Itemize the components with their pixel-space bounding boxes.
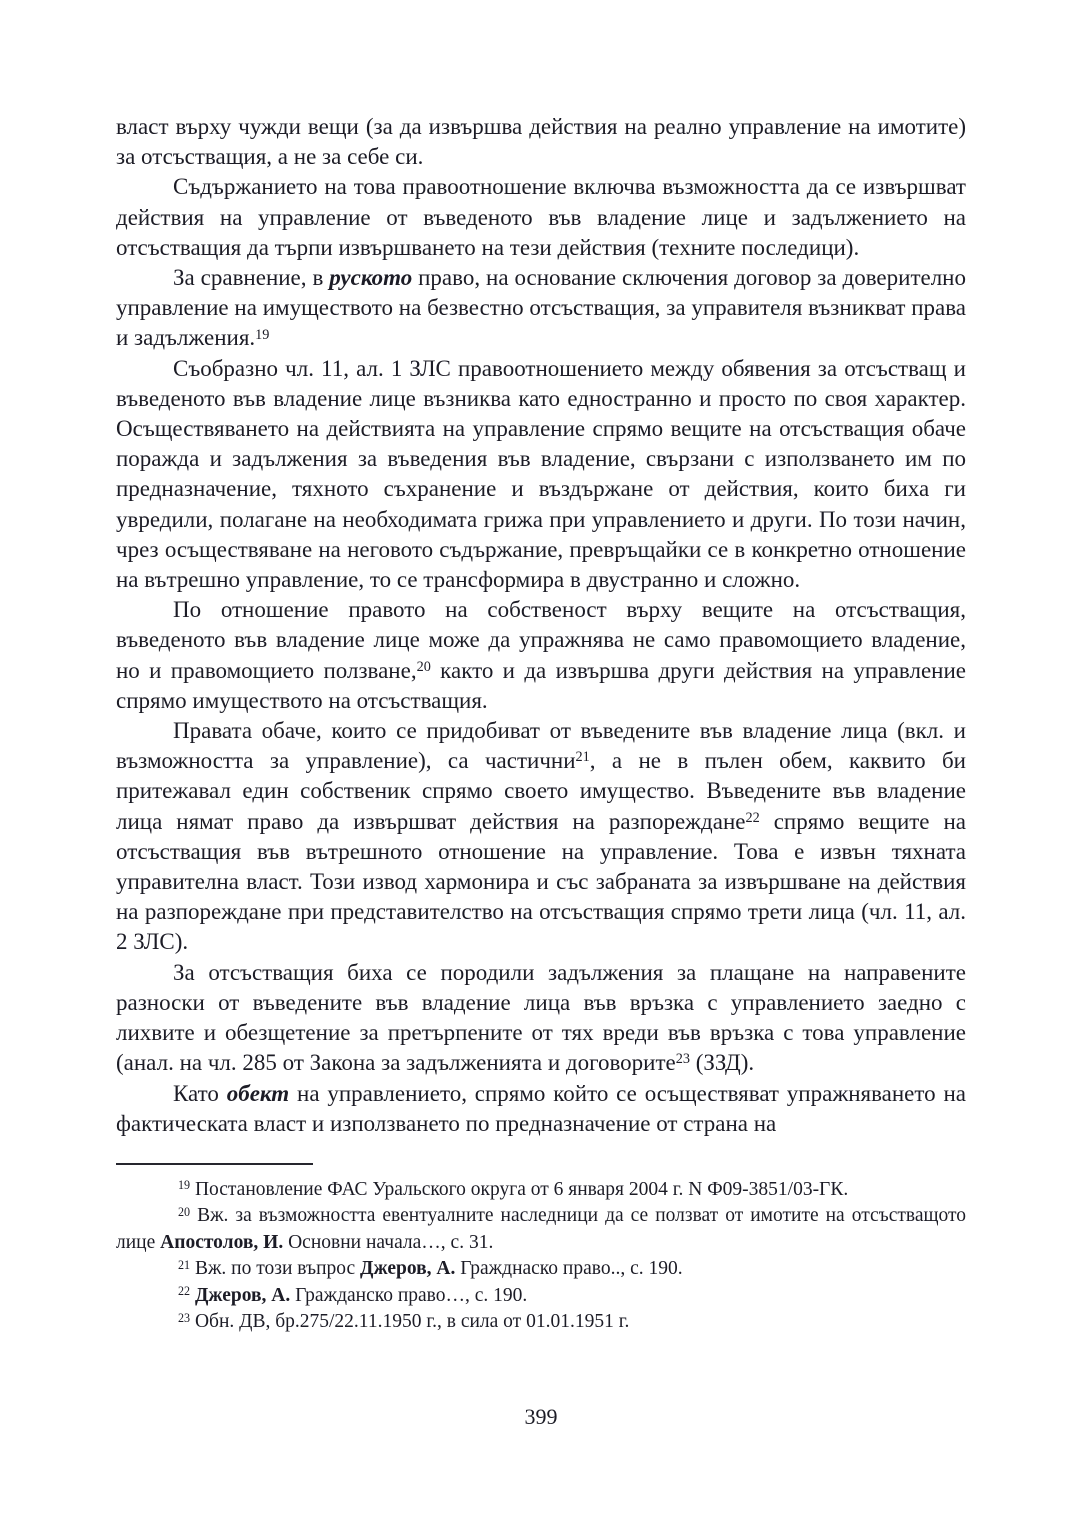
footnote-superscript-marker: 19 bbox=[178, 1178, 191, 1193]
paragraph bbox=[116, 263, 966, 354]
footnote bbox=[116, 1203, 966, 1256]
footnote-separator bbox=[116, 1163, 313, 1165]
paragraph-superscript-marker: 22 bbox=[745, 809, 760, 826]
page-content bbox=[116, 112, 966, 1336]
paragraph-text-run: както и да извършва други действия на управление спрямо имуществото на отсъстващия. bbox=[116, 657, 966, 713]
paragraph-text-run: спрямо вещите на отсъстващия във вътрешното отношение на управление. Това е извън тяхната управителна власт. Този извод хармонира и със забраната за извършване на действия на разпореждане при представителство на отсъстващия спрямо трети лица (чл. 11, ал. 2 ЗЛС). bbox=[116, 808, 966, 955]
paragraph-text-run: Съдържанието на това правоотношение включва възможността да се извършват действия на управление от въведеното във владение лице и задължението на отсъстващия да търпи извършването на тези действия (техните последици). bbox=[116, 174, 966, 260]
footnotes bbox=[116, 1177, 966, 1336]
paragraph bbox=[116, 595, 966, 716]
footnote bbox=[116, 1309, 966, 1336]
paragraph bbox=[116, 1079, 966, 1139]
paragraph bbox=[116, 354, 966, 596]
footnote-text-run: Вж. за възможността евентуалните наследници да се ползват от имотите на отсъстващото лице bbox=[116, 1205, 966, 1253]
footnote-text-run: Обн. ДВ, бр.275/22.11.1950 г., в сила от 01.01.1951 г. bbox=[190, 1311, 630, 1333]
paragraph-text-run: , а не в пълен обем, каквито би притежавал един собственик спрямо своето имущество. Въведените във владение лица нямат право да извършват действия на разпореждане bbox=[116, 748, 966, 834]
paragraph bbox=[116, 172, 966, 263]
page-number: 399 bbox=[524, 1404, 558, 1429]
footnote bbox=[116, 1177, 966, 1204]
footnote-text-run: Гражданско право…, с. 190. bbox=[290, 1284, 528, 1306]
paragraph-superscript-marker: 21 bbox=[575, 749, 590, 766]
paragraph-superscript-marker: 20 bbox=[416, 658, 431, 675]
body-paragraphs bbox=[116, 112, 966, 1139]
paragraph bbox=[116, 112, 966, 172]
paragraph-superscript-marker: 19 bbox=[255, 326, 270, 343]
paragraph bbox=[116, 958, 966, 1079]
paragraph-superscript-marker: 23 bbox=[675, 1051, 690, 1068]
footnote-superscript-marker: 22 bbox=[178, 1284, 191, 1299]
footnote-bold-run: Джеров, А. bbox=[194, 1284, 291, 1306]
footnote-superscript-marker: 21 bbox=[178, 1257, 191, 1272]
paragraph-bolditalic-run: руското bbox=[329, 265, 413, 291]
paragraph-text-run: право, на основание сключения договор за доверително управление на имуществото на безвестно отсъстващия, за управителя възникват права и задължения. bbox=[116, 265, 966, 351]
paragraph-text-run: власт върху чужди вещи (за да извършва действия на реално управление на имотите) за отсъстващия, а не за себе си. bbox=[116, 114, 966, 170]
footnote-text-run: Постановление ФАС Уральского округа от 6 января 2004 г. N Ф09-3851/03-ГК. bbox=[190, 1178, 849, 1200]
paragraph-bolditalic-run: обект bbox=[226, 1080, 290, 1106]
footnote-superscript-marker: 20 bbox=[178, 1204, 191, 1219]
footnote-superscript-marker: 23 bbox=[178, 1310, 191, 1325]
paragraph-text-run: (ЗЗД). bbox=[689, 1050, 755, 1076]
paragraph-text-run: По отношение правото на собственост върху вещите на отсъстващия, въведеното във владение лице може да упражнява не само правомощието владение, но и правомощието ползване, bbox=[116, 597, 966, 683]
paragraph-text-run: За сравнение, в bbox=[173, 265, 330, 291]
paragraph-text-run: Съобразно чл. 11, ал. 1 ЗЛС правоотношението между обявения за отсъстващ и въведеното във владение лице възниква като едностранно и просто по своя характер. Осъществяването на действията на управление спрямо вещите на отсъстващия обаче поражда и задължения за въведения във владение, свързани с използването им по предназначение, тяхното съхранение и въздържане от действия, които биха ги увредили, полагане на необходимата грижа при управлението и други. По този начин, чрез осъществяване на неговото съдържание, превръщайки се в конкретно отношение на вътрешно управление, то се трансформира в двустранно и сложно. bbox=[116, 355, 966, 593]
footnote bbox=[116, 1256, 966, 1283]
paragraph-text-run: Правата обаче, които се придобиват от въведените във владение лица (вкл. и възможността за управление), са частични bbox=[116, 718, 966, 774]
footnote-bold-run: Апостолов, И. bbox=[160, 1231, 284, 1253]
footnote-text-run: Гражднаско право.., с. 190. bbox=[455, 1258, 683, 1280]
footnote-bold-run: Джеров, А. bbox=[360, 1258, 456, 1280]
footnote-text-run: Вж. по този въпрос bbox=[190, 1258, 361, 1280]
paragraph bbox=[116, 716, 966, 958]
paragraph-text-run: За отсъстващия биха се породили задължения за плащане на направените разноски от въведените във владение лица във връзка с управлението заедно с лихвите и обезщетение за претърпените от тях вреди във връзка с това управление (анал. на чл. 285 от Закона за задълженията и договорите bbox=[116, 959, 966, 1076]
footnote bbox=[116, 1283, 966, 1310]
footnote-text-run: Основни начала…, с. 31. bbox=[283, 1231, 494, 1253]
paragraph-text-run: на управлението, спрямо който се осъществяват упражняването на фактическата власт и използването по предназначение от страна на bbox=[116, 1080, 966, 1136]
paragraph-text-run: Като bbox=[173, 1080, 227, 1106]
